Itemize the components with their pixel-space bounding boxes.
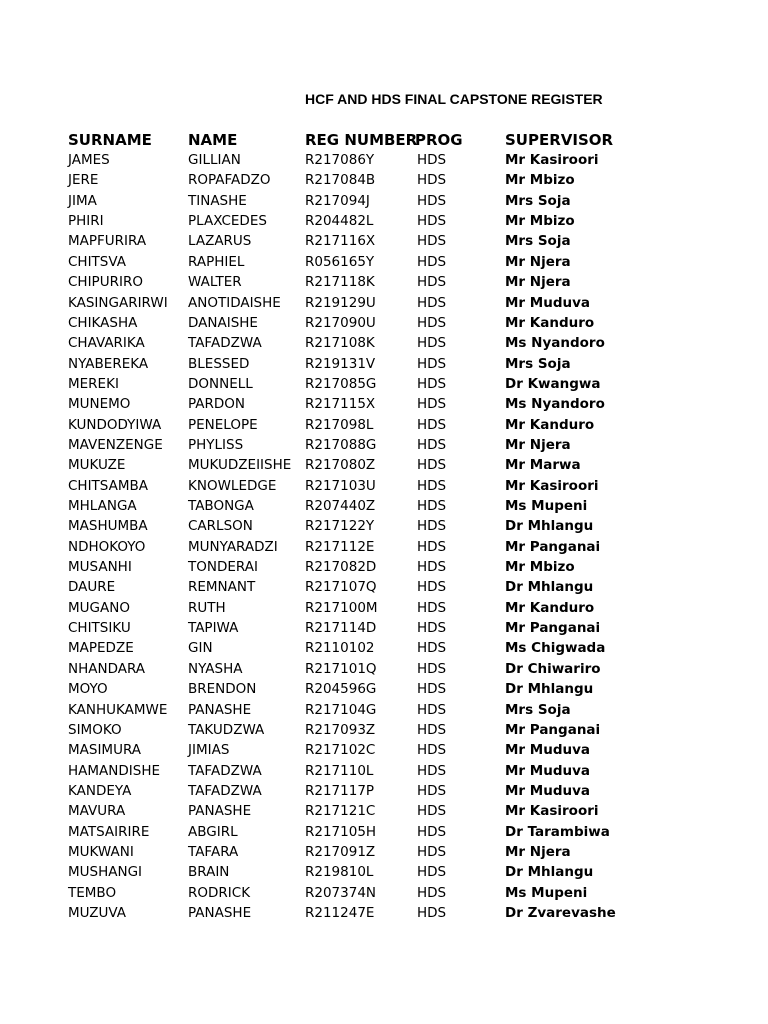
cell-name: BRAIN [188, 864, 230, 881]
cell-name: GILLIAN [188, 152, 241, 168]
cell-supervisor: Mr Kasiroori [505, 477, 599, 494]
cell-supervisor: Mr Kanduro [505, 599, 595, 616]
cell-name: TAKUDZWA [188, 721, 265, 738]
cell-reg-number: R217090U [305, 314, 376, 331]
cell-reg-number: R056165Y [305, 253, 375, 270]
cell-reg-number: R219129U [305, 294, 376, 311]
cell-name: TINASHE [188, 192, 247, 209]
cell-supervisor: Dr Kwangwa [505, 375, 601, 392]
cell-surname: TEMBO [68, 884, 117, 901]
table-row [0, 478, 768, 498]
cell-surname: MUGANO [68, 599, 130, 616]
cell-prog: HDS [417, 253, 447, 270]
cell-supervisor: Mr Mbizo [505, 559, 575, 575]
table-row [0, 193, 768, 213]
cell-prog: HDS [417, 660, 447, 677]
cell-reg-number: R217104G [305, 701, 377, 718]
cell-surname: KANHUKAMWE [68, 701, 168, 718]
table-row [0, 417, 768, 437]
cell-supervisor: Mr Muduva [505, 742, 591, 759]
cell-prog: HDS [417, 396, 447, 413]
cell-prog: HDS [417, 843, 447, 860]
table-row [0, 600, 768, 620]
cell-supervisor: Mr Panganai [505, 721, 601, 738]
cell-surname: MUNEMO [68, 396, 131, 413]
cell-supervisor: Mrs Soja [505, 355, 571, 372]
cell-reg-number: R207374N [305, 884, 377, 901]
cell-prog: HDS [417, 477, 447, 494]
cell-reg-number: R217102C [305, 742, 376, 759]
cell-prog: HDS [417, 742, 447, 759]
cell-prog: HDS [417, 721, 447, 738]
cell-reg-number: R219131V [305, 355, 376, 372]
cell-reg-number: R217094J [305, 192, 370, 209]
table-row [0, 152, 768, 172]
cell-reg-number: R217108K [305, 335, 375, 352]
header-reg-number: REG NUMBER [305, 131, 418, 149]
cell-supervisor: Mr Muduva [505, 762, 591, 779]
cell-reg-number: R217080Z [305, 457, 376, 474]
cell-name: REMNANT [188, 579, 256, 596]
cell-name: RUTH [188, 599, 226, 616]
table-row [0, 335, 768, 355]
cell-name: RODRICK [188, 884, 251, 901]
cell-supervisor: Mr Njera [505, 436, 571, 453]
cell-surname: CHAVARIKA [68, 335, 145, 352]
cell-supervisor: Dr Mhlangu [505, 681, 594, 698]
cell-supervisor: Mr Muduva [505, 782, 591, 799]
table-row [0, 213, 768, 233]
cell-name: TONDERAI [188, 559, 258, 575]
cell-reg-number: R217091Z [305, 843, 376, 860]
cell-prog: HDS [417, 559, 447, 575]
table-row [0, 885, 768, 905]
cell-reg-number: R217122Y [305, 518, 375, 535]
cell-prog: HDS [417, 905, 447, 921]
cell-name: WALTER [188, 274, 242, 291]
table-row [0, 498, 768, 518]
cell-surname: CHITSAMBA [68, 477, 149, 494]
cell-supervisor: Dr Mhlangu [505, 579, 594, 596]
cell-supervisor: Ms Mupeni [505, 498, 588, 514]
cell-name: BLESSED [188, 355, 250, 372]
table-row [0, 396, 768, 416]
table-row [0, 437, 768, 457]
cell-reg-number: R217086Y [305, 152, 375, 168]
table-row [0, 661, 768, 681]
cell-reg-number: R217105H [305, 823, 377, 840]
cell-surname: CHITSIKU [68, 620, 131, 636]
cell-prog: HDS [417, 640, 447, 657]
cell-supervisor: Mr Kasiroori [505, 152, 599, 168]
cell-reg-number: R217107Q [305, 579, 377, 596]
cell-supervisor: Mr Mbizo [505, 172, 575, 189]
cell-reg-number: R2110102 [305, 640, 375, 657]
cell-surname: HAMANDISHE [68, 762, 160, 779]
cell-surname: PHIRI [68, 213, 104, 230]
cell-prog: HDS [417, 274, 447, 291]
cell-name: RAPHIEL [188, 253, 245, 270]
cell-prog: HDS [417, 620, 447, 636]
cell-prog: HDS [417, 172, 447, 189]
cell-surname: NHANDARA [68, 660, 146, 677]
cell-supervisor: Ms Nyandoro [505, 335, 605, 352]
cell-surname: KUNDODYIWA [68, 416, 162, 433]
cell-supervisor: Dr Tarambiwa [505, 823, 610, 840]
cell-supervisor: Dr Mhlangu [505, 864, 594, 881]
cell-reg-number: R217103U [305, 477, 376, 494]
cell-name: ANOTIDAISHE [188, 294, 281, 311]
cell-surname: MUZUVA [68, 905, 127, 921]
cell-name: TAFARA [188, 843, 239, 860]
table-row [0, 518, 768, 538]
cell-prog: HDS [417, 375, 447, 392]
cell-prog: HDS [417, 314, 447, 331]
cell-prog: HDS [417, 864, 447, 881]
cell-prog: HDS [417, 518, 447, 535]
cell-reg-number: R217085G [305, 375, 377, 392]
cell-surname: CHITSVA [68, 253, 126, 270]
header-supervisor: SUPERVISOR [505, 131, 614, 149]
table-row [0, 172, 768, 192]
cell-surname: MEREKI [68, 375, 119, 392]
table-row [0, 356, 768, 376]
cell-prog: HDS [417, 579, 447, 596]
cell-supervisor: Mr Panganai [505, 620, 601, 636]
cell-name: TAFADZWA [188, 762, 262, 779]
cell-name: ROPAFADZO [188, 172, 271, 189]
cell-prog: HDS [417, 538, 447, 555]
cell-surname: JIMA [68, 192, 97, 209]
cell-name: PLAXCEDES [188, 213, 267, 230]
cell-surname: MASIMURA [68, 742, 142, 759]
cell-reg-number: R217118K [305, 274, 375, 291]
cell-surname: MAVENZENGE [68, 436, 163, 453]
cell-supervisor: Mr Mbizo [505, 213, 575, 230]
cell-name: KNOWLEDGE [188, 477, 277, 494]
table-row [0, 702, 768, 722]
cell-prog: HDS [417, 803, 447, 820]
cell-name: PARDON [188, 396, 246, 413]
cell-reg-number: R217115X [305, 396, 376, 413]
cell-prog: HDS [417, 152, 447, 168]
cell-supervisor: Mr Panganai [505, 538, 601, 555]
cell-surname: NYABEREKA [68, 355, 149, 372]
cell-reg-number: R217100M [305, 599, 378, 616]
header-surname: SURNAME [68, 131, 152, 149]
cell-prog: HDS [417, 599, 447, 616]
cell-prog: HDS [417, 457, 447, 474]
cell-surname: NDHOKOYO [68, 538, 146, 555]
cell-surname: MUKWANI [68, 843, 134, 860]
cell-name: TAFADZWA [188, 335, 262, 352]
cell-surname: MUSANHI [68, 559, 132, 575]
table-row [0, 803, 768, 823]
cell-prog: HDS [417, 213, 447, 230]
cell-name: JIMIAS [188, 742, 230, 759]
table-row [0, 315, 768, 335]
cell-surname: JAMES [68, 152, 110, 168]
table-row [0, 722, 768, 742]
cell-reg-number: R211247E [305, 905, 375, 921]
cell-name: CARLSON [188, 518, 253, 535]
cell-supervisor: Mrs Soja [505, 192, 571, 209]
cell-name: MUNYARADZI [188, 538, 278, 555]
cell-surname: CHIPURIRO [68, 274, 143, 291]
cell-reg-number: R217117P [305, 782, 375, 799]
cell-reg-number: R217114D [305, 620, 377, 636]
cell-name: PANASHE [188, 905, 252, 921]
cell-supervisor: Dr Mhlangu [505, 518, 594, 535]
cell-surname: KASINGARIRWI [68, 294, 168, 311]
table-row [0, 905, 768, 925]
cell-name: PANASHE [188, 701, 252, 718]
cell-prog: HDS [417, 294, 447, 311]
cell-prog: HDS [417, 436, 447, 453]
header-prog: PROG [415, 131, 463, 149]
table-row [0, 274, 768, 294]
cell-supervisor: Mr Njera [505, 274, 571, 291]
cell-supervisor: Mr Njera [505, 253, 571, 270]
cell-name: TAFADZWA [188, 782, 262, 799]
cell-reg-number: R217088G [305, 436, 377, 453]
cell-reg-number: R217121C [305, 803, 376, 820]
cell-name: TABONGA [188, 498, 254, 514]
cell-supervisor: Ms Chigwada [505, 640, 606, 657]
cell-name: PENELOPE [188, 416, 258, 433]
table-row [0, 559, 768, 579]
cell-reg-number: R217093Z [305, 721, 376, 738]
cell-reg-number: R217110L [305, 762, 374, 779]
cell-surname: MASHUMBA [68, 518, 148, 535]
table-row [0, 763, 768, 783]
cell-surname: MAPEDZE [68, 640, 134, 657]
cell-supervisor: Dr Zvarevashe [505, 905, 616, 921]
cell-supervisor: Ms Mupeni [505, 884, 588, 901]
cell-reg-number: R217084B [305, 172, 376, 189]
cell-prog: HDS [417, 823, 447, 840]
cell-reg-number: R217116X [305, 233, 376, 250]
cell-surname: CHIKASHA [68, 314, 138, 331]
cell-name: BRENDON [188, 681, 257, 698]
table-row [0, 864, 768, 884]
cell-prog: HDS [417, 233, 447, 250]
cell-surname: MAVURA [68, 803, 126, 820]
table-row [0, 579, 768, 599]
cell-surname: MUKUZE [68, 457, 126, 474]
table-row [0, 254, 768, 274]
cell-reg-number: R217112E [305, 538, 375, 555]
cell-prog: HDS [417, 498, 447, 514]
table-row [0, 295, 768, 315]
cell-supervisor: Mrs Soja [505, 701, 571, 718]
cell-supervisor: Mr Njera [505, 843, 571, 860]
table-row [0, 640, 768, 660]
cell-supervisor: Mr Marwa [505, 457, 581, 474]
cell-name: DANAISHE [188, 314, 258, 331]
cell-name: TAPIWA [188, 620, 239, 636]
cell-prog: HDS [417, 416, 447, 433]
table-row [0, 539, 768, 559]
cell-surname: DAURE [68, 579, 116, 596]
cell-reg-number: R217082D [305, 559, 377, 575]
cell-surname: MUSHANGI [68, 864, 143, 881]
cell-surname: MATSAIRIRE [68, 823, 150, 840]
cell-supervisor: Ms Nyandoro [505, 396, 605, 413]
cell-supervisor: Mr Kasiroori [505, 803, 599, 820]
table-row [0, 620, 768, 640]
cell-surname: MHLANGA [68, 498, 137, 514]
table-row [0, 742, 768, 762]
cell-surname: JERE [68, 172, 99, 189]
cell-prog: HDS [417, 681, 447, 698]
table-row [0, 844, 768, 864]
table-header [0, 131, 768, 151]
cell-prog: HDS [417, 355, 447, 372]
cell-name: MUKUDZEIISHE [188, 457, 292, 474]
cell-surname: SIMOKO [68, 721, 122, 738]
cell-surname: MAPFURIRA [68, 233, 147, 250]
cell-name: NYASHA [188, 660, 243, 677]
cell-reg-number: R219810L [305, 864, 374, 881]
cell-name: GIN [188, 640, 213, 657]
cell-prog: HDS [417, 701, 447, 718]
cell-reg-number: R207440Z [305, 498, 376, 514]
cell-supervisor: Mrs Soja [505, 233, 571, 250]
cell-reg-number: R217098L [305, 416, 374, 433]
cell-prog: HDS [417, 762, 447, 779]
cell-prog: HDS [417, 884, 447, 901]
cell-reg-number: R217101Q [305, 660, 377, 677]
cell-supervisor: Mr Kanduro [505, 314, 595, 331]
page-title: HCF AND HDS FINAL CAPSTONE REGISTER [305, 91, 603, 107]
cell-supervisor: Mr Muduva [505, 294, 591, 311]
cell-name: PHYLISS [188, 436, 244, 453]
cell-name: DONNELL [188, 375, 253, 392]
table-row [0, 681, 768, 701]
cell-prog: HDS [417, 782, 447, 799]
cell-supervisor: Mr Kanduro [505, 416, 595, 433]
table-row [0, 783, 768, 803]
header-name: NAME [188, 131, 238, 149]
cell-surname: MOYO [68, 681, 108, 698]
table-row [0, 457, 768, 477]
table-row [0, 376, 768, 396]
cell-reg-number: R204482L [305, 213, 374, 230]
cell-prog: HDS [417, 335, 447, 352]
table-row [0, 233, 768, 253]
cell-prog: HDS [417, 192, 447, 209]
table-row [0, 824, 768, 844]
cell-surname: KANDEYA [68, 782, 132, 799]
cell-name: PANASHE [188, 803, 252, 820]
cell-supervisor: Dr Chiwariro [505, 660, 601, 677]
cell-name: LAZARUS [188, 233, 252, 250]
cell-reg-number: R204596G [305, 681, 377, 698]
cell-name: ABGIRL [188, 823, 238, 840]
